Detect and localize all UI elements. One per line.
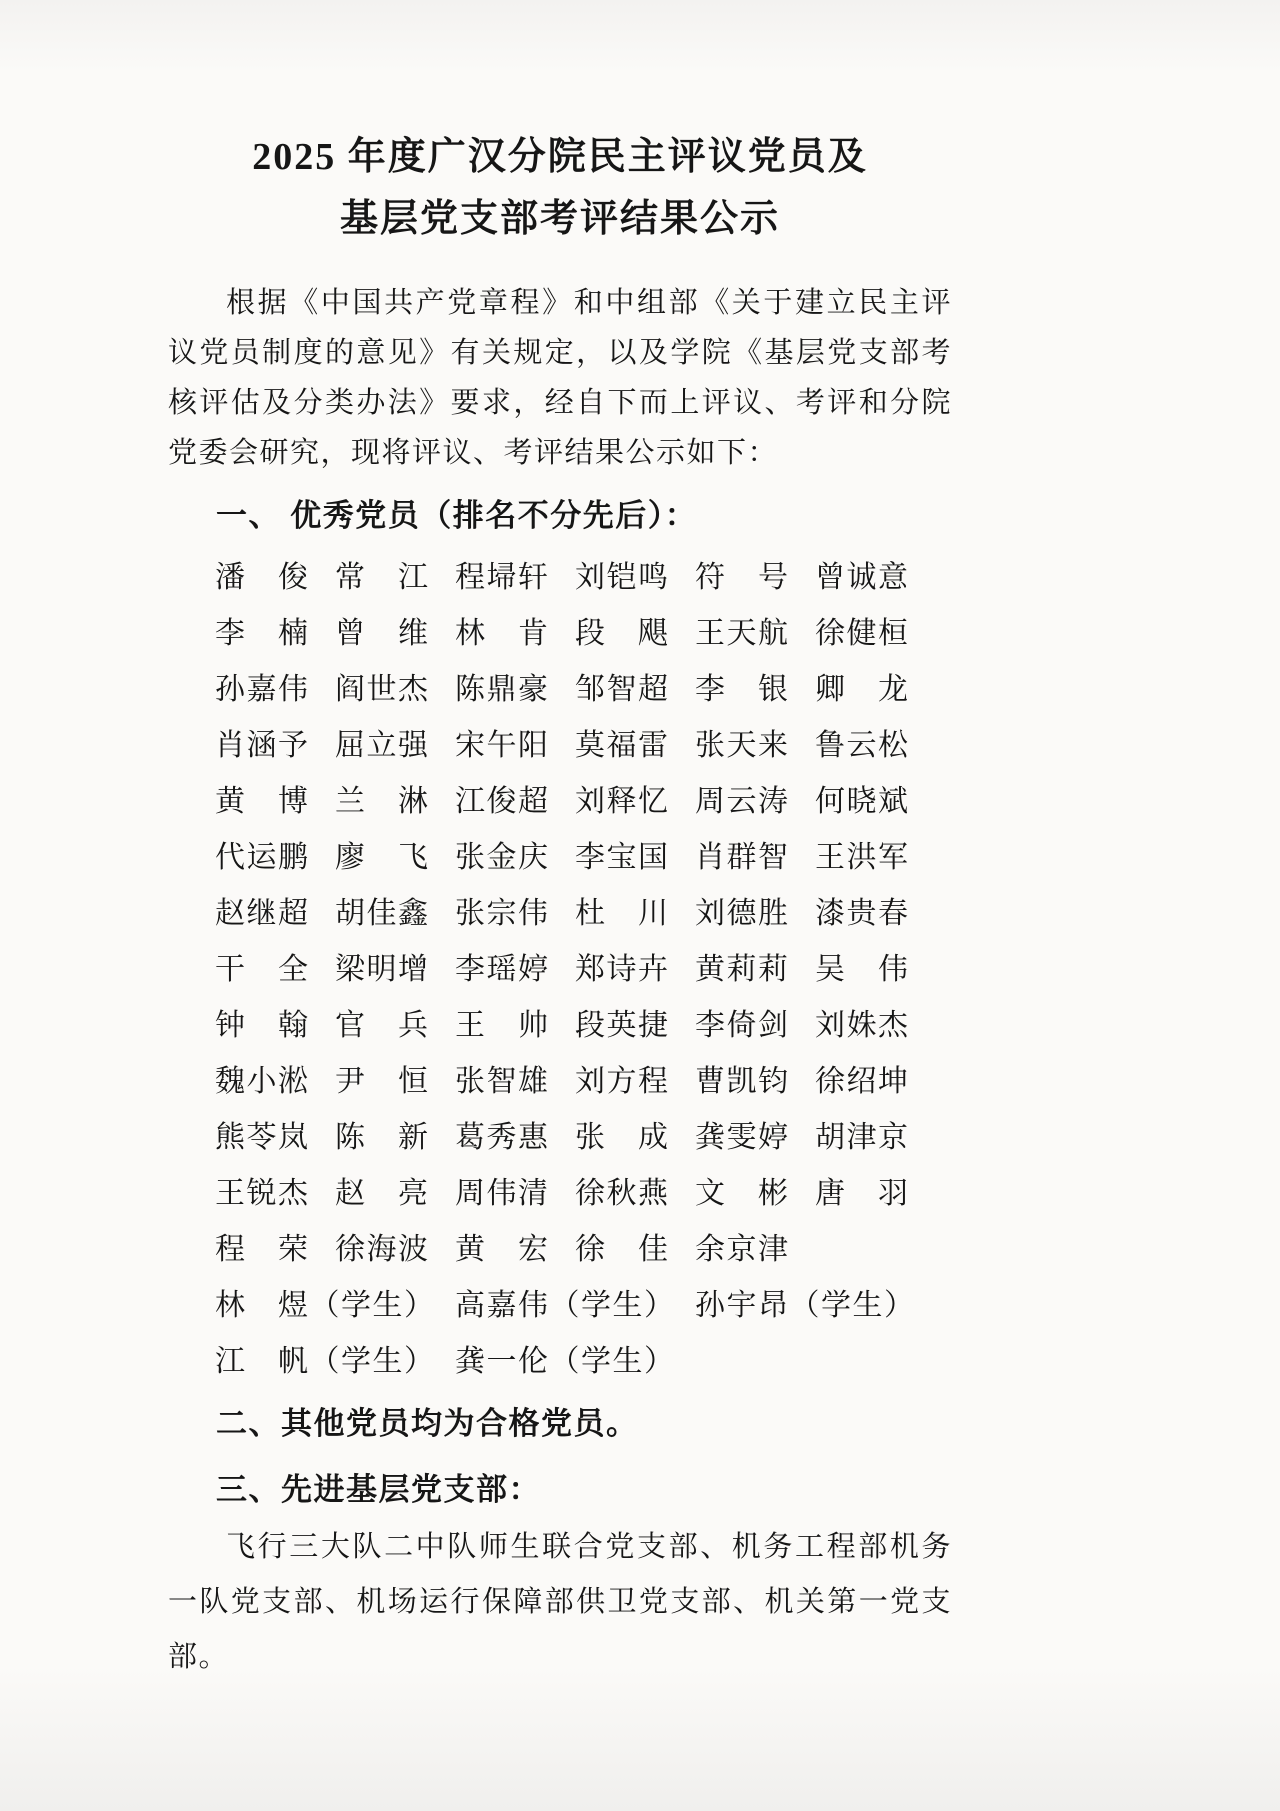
name-cell: 尹 恒	[335, 1065, 430, 1098]
name-cell: 干 全	[215, 953, 310, 986]
name-cell: 刘方程	[575, 1065, 670, 1098]
name-cell: 兰 淋	[335, 785, 430, 818]
name-cell: 黄莉莉	[695, 953, 790, 986]
name-cell: 肖涵予	[215, 729, 310, 762]
name-cell: 李宝国	[575, 841, 670, 874]
name-row	[215, 1050, 952, 1106]
name-cell: 黄 宏	[455, 1233, 550, 1266]
name-cell: 程埽轩	[455, 561, 550, 594]
page-title-line2: 基层党支部考评结果公示	[339, 198, 780, 240]
name-cell: 肖群智	[695, 841, 790, 874]
name-cell: 漆贵春	[815, 897, 910, 930]
name-cell: 李倚剑	[695, 1009, 790, 1042]
name-row	[215, 1162, 952, 1218]
name-cell: 曹凯钧	[695, 1065, 790, 1098]
name-cell: 刘姝杰	[815, 1009, 910, 1042]
name-row	[215, 1106, 952, 1162]
name-cell: 杜 川	[575, 897, 670, 930]
name-cell: 赵 亮	[335, 1177, 430, 1210]
name-cell: 黄 博	[215, 785, 310, 818]
section3-heading: 三、先进基层党支部：	[216, 1472, 542, 1507]
name-cell: 曾 维	[335, 617, 430, 650]
name-cell: 段 飓	[575, 617, 670, 650]
name-cell: 陈鼎豪	[455, 673, 550, 706]
name-cell: 徐健桓	[815, 617, 910, 650]
name-cell: 莫福雷	[575, 729, 670, 762]
name-cell: 王天航	[695, 617, 790, 650]
name-cell: 王锐杰	[215, 1177, 310, 1210]
name-cell: 廖 飞	[335, 841, 430, 874]
name-cell: 刘释忆	[575, 785, 670, 818]
name-cell: 曾诚意	[815, 561, 910, 594]
name-cell: 梁明增	[335, 953, 430, 986]
name-cell: 常 江	[335, 561, 430, 594]
name-cell: 徐绍坤	[815, 1065, 910, 1098]
name-cell: 周伟清	[455, 1177, 550, 1210]
name-cell: 李瑶婷	[455, 953, 550, 986]
name-cell: 葛秀惠	[455, 1121, 550, 1154]
name-cell: 余京津	[695, 1233, 790, 1266]
name-row	[215, 1330, 952, 1386]
name-cell: 张宗伟	[455, 897, 550, 930]
name-cell: 张智雄	[455, 1065, 550, 1098]
name-cell: 段英捷	[575, 1009, 670, 1042]
name-cell: 文 彬	[695, 1177, 790, 1210]
name-cell: 阎世杰	[335, 673, 430, 706]
name-cell: 刘铠鸣	[575, 561, 670, 594]
name-cell: 徐海波	[335, 1233, 430, 1266]
name-cell: 唐 羽	[815, 1177, 910, 1210]
name-cell: 吴 伟	[815, 953, 910, 986]
page-title	[168, 126, 952, 250]
name-cell: 钟 翰	[215, 1009, 310, 1042]
name-cell: 熊苓岚	[215, 1121, 310, 1154]
name-cell: 何晓斌	[815, 785, 910, 818]
name-cell: 潘 俊	[215, 561, 310, 594]
name-row	[215, 994, 952, 1050]
name-cell: 周云涛	[695, 785, 790, 818]
name-cell: 邹智超	[575, 673, 670, 706]
name-row	[215, 1218, 952, 1274]
name-cell: 林 肯	[455, 617, 550, 650]
name-cell: 李 楠	[215, 617, 310, 650]
name-cell: 陈 新	[335, 1121, 430, 1154]
name-cell: 魏小淞	[215, 1065, 310, 1098]
intro-paragraph: 根据《中国共产党章程》和中组部《关于建立民主评议党员制度的意见》有关规定，以及学院《基层党支部考核评估及分类办法》要求，经自下而上评议、考评和分院党委会研究，现将评议、考评结果公示如下：	[168, 287, 952, 469]
name-row	[215, 602, 952, 658]
name-row	[215, 938, 952, 994]
name-cell: 徐 佳	[575, 1233, 670, 1266]
name-cell: 孙宇昂（学生）	[695, 1289, 916, 1322]
names-grid	[215, 546, 952, 1386]
name-row	[215, 714, 952, 770]
name-cell: 宋午阳	[455, 729, 550, 762]
name-cell: 卿 龙	[815, 673, 910, 706]
name-cell: 程 荣	[215, 1233, 310, 1266]
section2-heading: 二、其他党员均为合格党员。	[216, 1406, 639, 1441]
name-row	[215, 770, 952, 826]
name-cell: 李 银	[695, 673, 790, 706]
name-cell: 张 成	[575, 1121, 670, 1154]
name-cell: 徐秋燕	[575, 1177, 670, 1210]
name-cell: 胡佳鑫	[335, 897, 430, 930]
name-row	[215, 1274, 952, 1330]
name-cell: 刘德胜	[695, 897, 790, 930]
name-cell: 江俊超	[455, 785, 550, 818]
name-cell: 王洪军	[815, 841, 910, 874]
name-cell: 张天来	[695, 729, 790, 762]
page-title-line1: 2025 年度广汉分院民主评议党员及	[252, 136, 868, 178]
name-cell: 代运鹏	[215, 841, 310, 874]
name-row	[215, 882, 952, 938]
name-cell: 林 煜（学生）	[215, 1289, 436, 1322]
name-cell: 张金庆	[455, 841, 550, 874]
name-cell: 郑诗卉	[575, 953, 670, 986]
name-cell: 屈立强	[335, 729, 430, 762]
name-cell: 王 帅	[455, 1009, 550, 1042]
name-cell: 胡津京	[815, 1121, 910, 1154]
name-cell: 龚一伦（学生）	[455, 1345, 676, 1378]
name-cell: 赵继超	[215, 897, 310, 930]
name-cell: 鲁云松	[815, 729, 910, 762]
name-cell: 孙嘉伟	[215, 673, 310, 706]
section1-heading: 一、 优秀党员（排名不分先后）：	[216, 498, 698, 533]
name-row	[215, 658, 952, 714]
name-cell: 龚雯婷	[695, 1121, 790, 1154]
section3-paragraph: 飞行三大队二中队师生联合党支部、机务工程部机务一队党支部、机场运行保障部供卫党支部、机关第一党支部。	[168, 1531, 952, 1673]
document-body	[168, 126, 952, 1685]
name-cell: 符 号	[695, 561, 790, 594]
name-cell: 高嘉伟（学生）	[455, 1289, 676, 1322]
name-row	[215, 826, 952, 882]
name-row	[215, 546, 952, 602]
name-cell: 官 兵	[335, 1009, 430, 1042]
name-cell: 江 帆（学生）	[215, 1345, 436, 1378]
